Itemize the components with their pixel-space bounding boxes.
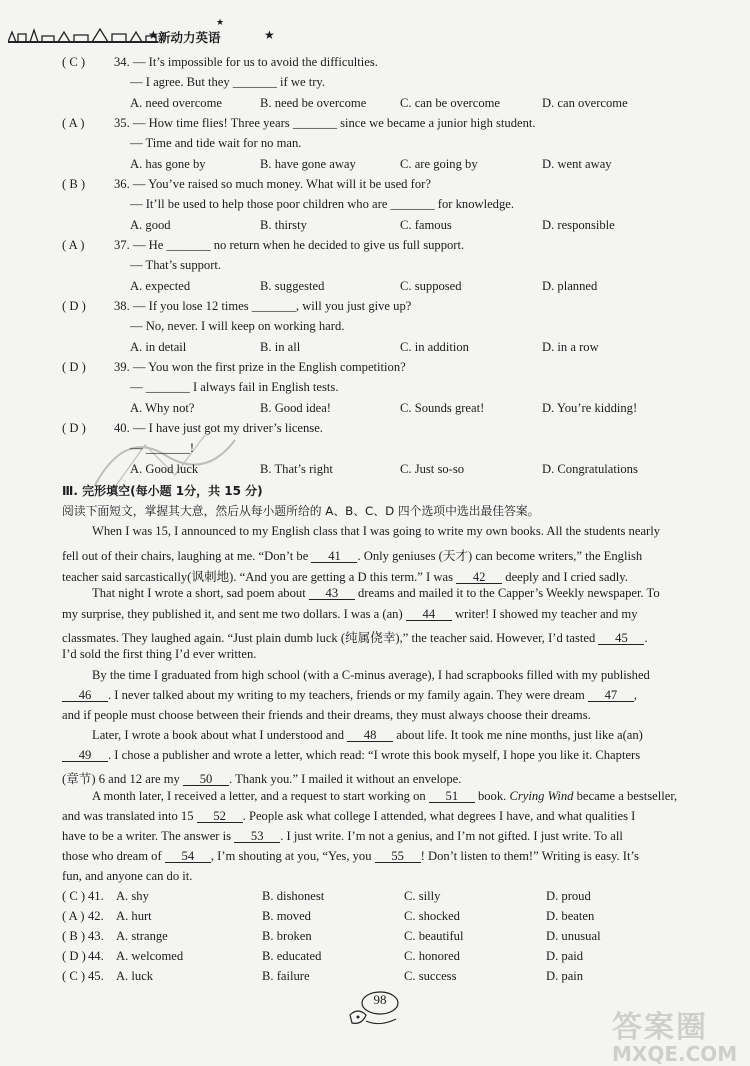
answer-label: ( D ) <box>62 421 86 435</box>
passage-line: That night I wrote a short, sad poem about 43 dreams and mailed it to the Capper’s Weekly newspaper. To <box>92 586 660 600</box>
option-a: A. Good luck <box>130 462 199 476</box>
question-number: 41. <box>88 889 104 903</box>
passage-line: and if people must choose between their friends and their dreams, they must always choose their dreams. <box>62 708 591 722</box>
answer-label: ( C ) <box>62 55 86 69</box>
question-line: — _______! <box>130 441 195 455</box>
question-number: 45. <box>88 969 104 983</box>
option-c: C. in addition <box>400 340 469 354</box>
question-number: 35. <box>114 116 130 130</box>
passage-line: my surprise, they published it, and sent me two dollars. I was a (an) 44 writer! I showed my teacher and my <box>62 607 638 621</box>
blank-53: 53 <box>234 830 280 843</box>
blank-43: 43 <box>309 587 355 600</box>
blank-49: 49 <box>62 749 108 762</box>
question-number: 43. <box>88 929 104 943</box>
passage-line: 49 . I chose a publisher and wrote a letter, which read: “I wrote this book myself, I hope you like it. Chapters <box>62 748 640 763</box>
answer-label: ( B ) <box>62 177 86 191</box>
question-line: — You’ve raised so much money. What will it be used for? <box>132 177 431 191</box>
question-line: — You won the first prize in the English competition? <box>132 360 406 374</box>
option-a: A. hurt <box>116 909 152 923</box>
option-b: B. suggested <box>260 279 325 293</box>
blank-46: 46 <box>62 689 108 702</box>
answer-label: ( A ) <box>62 116 85 130</box>
blank-41: 41 <box>311 550 357 563</box>
question-39 <box>62 360 406 375</box>
cloze-row-43 <box>62 929 104 944</box>
question-line: — I have just got my driver’s license. <box>132 421 323 435</box>
option-b: B. That’s right <box>260 462 333 476</box>
header-title: 新动力英语 <box>158 30 221 45</box>
passage-line: Later, I wrote a book about what I understood and 48 about life. It took me nine months, just like a(an) <box>92 728 643 742</box>
star-icon: ★ <box>216 18 225 28</box>
option-d: D. went away <box>542 157 612 171</box>
watermark-site-text: MXQE.COM <box>612 1042 738 1066</box>
option-b: B. failure <box>262 969 310 983</box>
passage-line: When I was 15, I announced to my English class that I was going to write my own books. All the students nearly <box>92 524 661 538</box>
star-icon: ★ <box>264 28 275 42</box>
option-a: A. welcomed <box>116 949 184 963</box>
option-c: C. can be overcome <box>400 96 501 110</box>
option-d: D. can overcome <box>542 96 628 110</box>
cloze-row-42 <box>62 909 104 924</box>
answer-label: ( A ) <box>62 909 85 923</box>
blank-54: 54 <box>165 850 211 863</box>
option-a: A. Why not? <box>130 401 195 415</box>
option-d: D. responsible <box>542 218 615 232</box>
option-a: A. need overcome <box>130 96 222 110</box>
question-line: — If you lose 12 times _______, will you just give up? <box>132 299 412 313</box>
question-number: 38. <box>114 299 130 313</box>
question-38 <box>62 299 411 314</box>
option-b: B. educated <box>262 949 322 963</box>
option-c: C. beautiful <box>404 929 464 943</box>
question-number: 40. <box>114 421 130 435</box>
option-c: C. honored <box>404 949 460 963</box>
page-number: 98 <box>373 992 387 1007</box>
blank-48: 48 <box>347 729 393 742</box>
question-34 <box>62 55 378 70</box>
stamp-icon <box>85 425 245 495</box>
option-a: A. shy <box>116 889 149 903</box>
question-line: — No, never. I will keep on working hard. <box>130 319 345 333</box>
blank-55: 55 <box>375 850 421 863</box>
option-d: D. paid <box>546 949 584 963</box>
option-d: D. in a row <box>542 340 599 354</box>
cloze-row-41 <box>62 889 104 904</box>
answer-label: ( B ) <box>62 929 86 943</box>
option-d: D. planned <box>542 279 598 293</box>
option-d: D. unusual <box>546 929 601 943</box>
passage-line: (章节) 6 and 12 are my 50 . Thank you.” I mailed it without an envelope. <box>62 772 462 786</box>
option-c: C. silly <box>404 889 441 903</box>
watermark-logo-text: 答案圈 <box>612 1010 708 1045</box>
cloze-row-45 <box>62 969 104 984</box>
option-c: C. Sounds great! <box>400 401 485 415</box>
passage-line: fun, and anyone can do it. <box>62 869 193 883</box>
answer-label: ( A ) <box>62 238 85 252</box>
question-line: — I agree. But they _______ if we try. <box>130 75 326 89</box>
question-number: 44. <box>88 949 104 963</box>
question-line: — How time flies! Three years _______ since we became a junior high student. <box>132 116 536 130</box>
option-b: B. thirsty <box>260 218 307 232</box>
passage-line: fell out of their chairs, laughing at me. “Don’t be 41 . Only geniuses (天才) can become writers,” the English <box>62 549 643 563</box>
blank-51: 51 <box>429 790 475 803</box>
question-line: — That’s support. <box>130 258 222 272</box>
option-b: B. in all <box>260 340 301 354</box>
question-line: — He _______ no return when he decided to give us full support. <box>132 238 465 252</box>
question-line: — It’ll be used to help those poor children who are _______ for knowledge. <box>130 197 515 211</box>
question-line: — It’s impossible for us to avoid the difficulties. <box>132 55 378 69</box>
option-d: D. You’re kidding! <box>542 401 638 415</box>
question-37 <box>62 238 464 253</box>
answer-label: ( D ) <box>62 949 86 963</box>
option-b: B. Good idea! <box>260 401 331 415</box>
option-b: B. have gone away <box>260 157 356 171</box>
passage-line: teacher said sarcastically(讽刺地). “And you are getting a D this term.” I was 42 deeply and I cried sadly. <box>62 570 628 584</box>
question-line: — _______ I always fail in English tests. <box>130 380 339 394</box>
blank-45: 45 <box>598 632 644 645</box>
blank-42: 42 <box>456 571 502 584</box>
option-d: D. pain <box>546 969 584 983</box>
passage-line: A month later, I received a letter, and a request to start working on 51 book. Crying Wind became a bestseller, <box>92 789 678 803</box>
skyline-icon <box>8 26 158 44</box>
passage-line: have to be a writer. The answer is 53 . I just write. I’m not a genius, and I’m not gifted. I just write. To all <box>62 829 623 843</box>
answer-label: ( D ) <box>62 299 86 313</box>
blank-44: 44 <box>406 608 452 621</box>
option-c: C. famous <box>400 218 452 232</box>
passage-line: I’d sold the first thing I’d ever written. <box>62 647 257 661</box>
option-c: C. success <box>404 969 457 983</box>
passage-line: classmates. They laughed again. “Just plain dumb luck (纯属侥幸),” the teacher said. However, I’d tasted 45 . <box>62 631 648 645</box>
blank-50: 50 <box>183 773 229 786</box>
section-title: Ⅲ. 完形填空(每小题 1分，共 15 分) <box>62 484 263 498</box>
option-a: A. luck <box>116 969 154 983</box>
question-number: 37. <box>114 238 130 252</box>
passage-line: 46 . I never talked about my writing to my teachers, friends or my family again. They were dream 47 , <box>62 688 637 703</box>
option-d: D. Congratulations <box>542 462 638 476</box>
question-line: — Time and tide wait for no man. <box>130 136 302 150</box>
question-35 <box>62 116 536 131</box>
cloze-row-44 <box>62 949 104 964</box>
option-b: B. dishonest <box>262 889 325 903</box>
star-icon: ★ <box>148 28 159 42</box>
option-b: B. moved <box>262 909 311 923</box>
option-b: B. broken <box>262 929 312 943</box>
answer-label: ( C ) <box>62 889 86 903</box>
question-36 <box>62 177 431 192</box>
blank-52: 52 <box>197 810 243 823</box>
option-b: B. need be overcome <box>260 96 367 110</box>
option-a: A. has gone by <box>130 157 206 171</box>
watermark-logo <box>612 1002 747 1066</box>
answer-label: ( C ) <box>62 969 86 983</box>
passage-line: and was translated into 15 52 . People ask what college I attended, what degrees I have, and what qualities I <box>62 809 636 823</box>
passage-line: those who dream of 54 , I’m shouting at you, “Yes, you 55 ! Don’t listen to them!” Writing is easy. It’s <box>62 849 639 863</box>
question-number: 42. <box>88 909 104 923</box>
question-number: 36. <box>114 177 130 191</box>
page-header <box>8 18 275 46</box>
option-a: A. in detail <box>130 340 187 354</box>
option-d: D. proud <box>546 889 591 903</box>
section-instruction: 阅读下面短文，掌握其大意，然后从每小题所给的 A、B、C、D 四个选项中选出最佳答案。 <box>62 504 540 518</box>
option-a: A. strange <box>116 929 168 943</box>
question-number: 34. <box>114 55 130 69</box>
option-d: D. beaten <box>546 909 595 923</box>
option-a: A. expected <box>130 279 191 293</box>
option-c: C. supposed <box>400 279 462 293</box>
blank-47: 47 <box>588 689 634 702</box>
option-a: A. good <box>130 218 171 232</box>
question-number: 39. <box>114 360 130 374</box>
passage-line: By the time I graduated from high school (with a C-minus average), I had scrapbooks filled with my published <box>92 668 650 682</box>
option-c: C. are going by <box>400 157 478 171</box>
option-c: C. Just so-so <box>400 462 465 476</box>
option-c: C. shocked <box>404 909 460 923</box>
answer-label: ( D ) <box>62 360 86 374</box>
